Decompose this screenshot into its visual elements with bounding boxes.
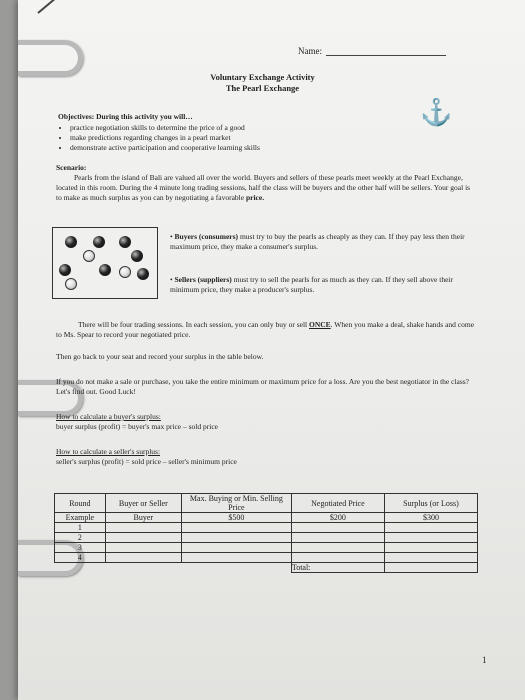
buyer-surplus-formula: buyer surplus (profit) = buyer's max price – sold price bbox=[56, 422, 218, 431]
buyer-surplus-heading: How to calculate a buyer's surplus: bbox=[56, 412, 161, 421]
scenario-text: Pearls from the island of Bali are valued all over the world. Buyers and sellers of these pearls meet weekly at the Pearl Exchange, located in this room. During the 4 minute long trading sessions, half the class will be buyers and the other half will be sellers. Your goal is to make as much surplus as you can by negotiating a favorable price. bbox=[56, 173, 471, 202]
table-row bbox=[55, 533, 478, 543]
session-instructions: There will be four trading sessions. In each session, you can only buy or sell ONCE. When you make a deal, shake hands and come to Ms. Spear to record your negotiated price. bbox=[56, 320, 475, 339]
table-cell: $200 bbox=[291, 513, 384, 523]
objective-item: • make predictions regarding changes in a pearl market bbox=[70, 133, 388, 143]
seller-surplus-heading: How to calculate a seller's surplus: bbox=[56, 447, 161, 456]
worksheet-subtitle: The Pearl Exchange bbox=[225, 83, 300, 93]
sellers-description: • Sellers (suppliers) must try to sell the pearls for as much as they can. If they sell above their minimum price, they make a producer's surplus. bbox=[170, 275, 453, 294]
table-row bbox=[55, 513, 478, 523]
total-label: Total: bbox=[291, 563, 384, 573]
buyers-description: • Buyers (consumers) must try to buy the pearls as cheaply as they can. If they pay less then their maximum price, they make a consumer's surplus. bbox=[170, 232, 465, 251]
page-number: 1 bbox=[482, 655, 487, 665]
name-label: Name: bbox=[298, 46, 322, 56]
anchor-icon: ⚓ bbox=[420, 98, 453, 127]
header-cell: Round bbox=[55, 494, 106, 513]
name-line bbox=[326, 55, 446, 56]
header-cell: Negotiated Price bbox=[291, 494, 384, 513]
table-cell: 1 bbox=[55, 523, 106, 533]
worksheet-title: Voluntary Exchange Activity bbox=[210, 72, 315, 82]
name-field bbox=[298, 46, 446, 56]
seller-surplus-formula: seller's surplus (profit) = sold price – seller's minimum price bbox=[56, 457, 237, 466]
objectives-heading: Objectives: During this activity you will… bbox=[58, 112, 193, 121]
loss-instructions: If you do not make a sale or purchase, you take the entire minimum or maximum price for a loss. Are you the best negotiator in the class? Let's find out. Good Luck! bbox=[56, 377, 470, 396]
table-cell: Example bbox=[55, 513, 106, 523]
table-row bbox=[55, 543, 478, 553]
table-cell: $500 bbox=[181, 513, 291, 523]
table-row bbox=[55, 553, 478, 563]
table-row bbox=[55, 523, 478, 533]
objective-item: • demonstrate active participation and cooperative learning skills bbox=[70, 143, 388, 153]
surplus-table bbox=[54, 493, 478, 573]
objectives-list bbox=[58, 123, 388, 153]
table-cell: 3 bbox=[55, 543, 106, 553]
scenario-heading: Scenario: bbox=[56, 163, 87, 172]
table-cell: 2 bbox=[55, 533, 106, 543]
header-cell: Max. Buying or Min. Selling Price bbox=[181, 494, 291, 513]
table-header-row bbox=[55, 494, 478, 513]
header-cell: Surplus (or Loss) bbox=[384, 494, 477, 513]
table-cell: Buyer bbox=[105, 513, 181, 523]
header-cell: Buyer or Seller bbox=[105, 494, 181, 513]
objective-item: • practice negotiation skills to determine the price of a good bbox=[70, 123, 388, 133]
binder-ring bbox=[18, 40, 83, 76]
table-cell: $300 bbox=[384, 513, 477, 523]
table-cell: 4 bbox=[55, 553, 106, 563]
pearls-image bbox=[52, 227, 158, 299]
table-total-row bbox=[55, 563, 478, 573]
record-instructions: Then go back to your seat and record your surplus in the table below. bbox=[56, 352, 264, 361]
